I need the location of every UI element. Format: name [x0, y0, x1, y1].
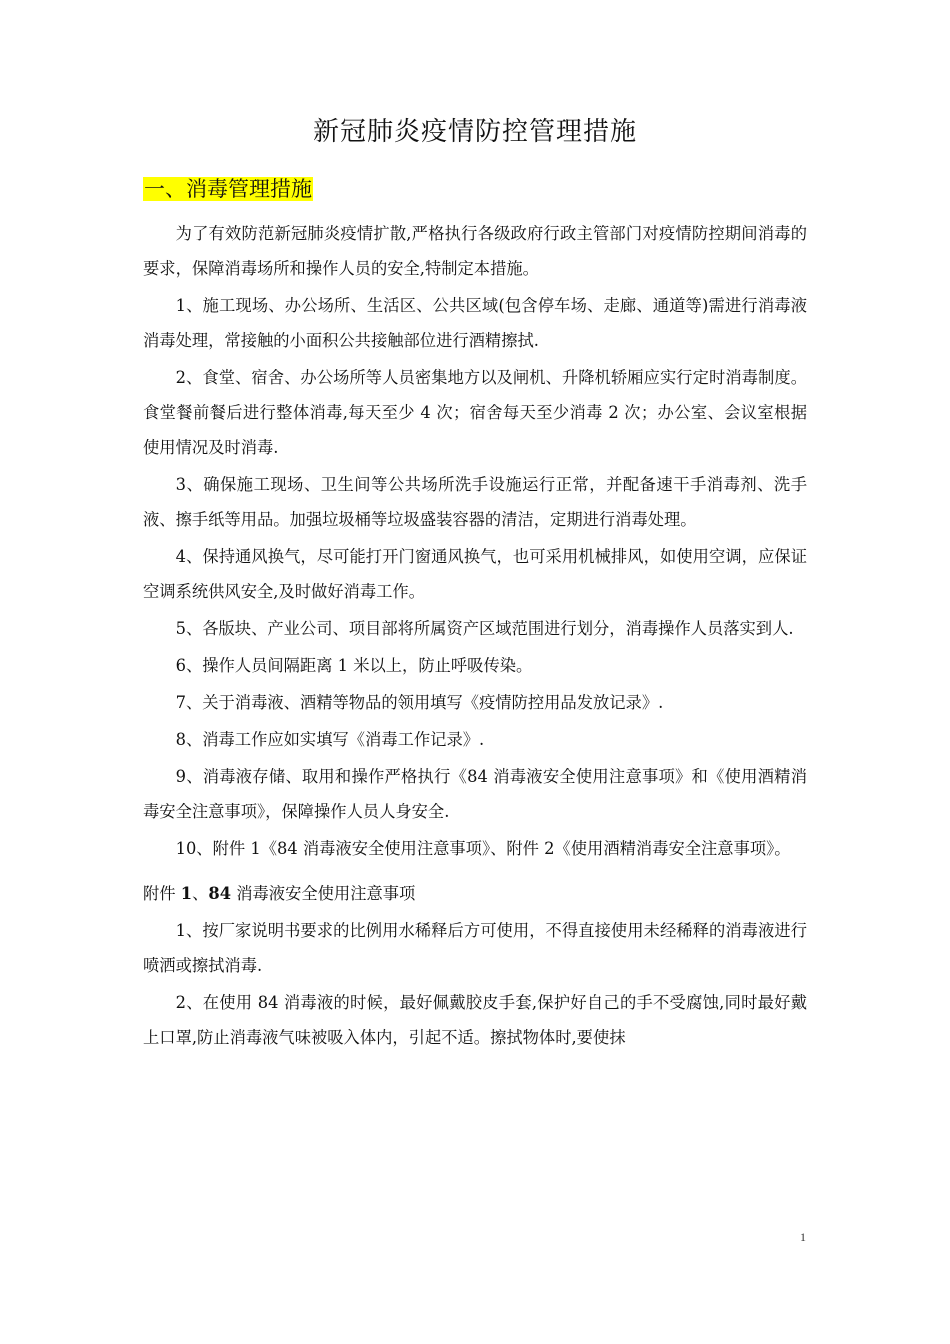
- measure-paragraph-10: 10、附件 1《84 消毒液安全使用注意事项》、附件 2《使用酒精消毒安全注意事项》。: [175, 839, 791, 858]
- section-heading: [143, 173, 313, 205]
- measure-paragraph-1: 1、施工现场、办公场所、生活区、公共区域(包含停车场、走廊、通道等)需进行消毒液消毒处理，常接触的小面积公共接触部位进行酒精擦拭.: [143, 296, 807, 350]
- appendix-heading: [143, 876, 807, 911]
- measure-paragraph-8: 8、消毒工作应如实填写《消毒工作记录》.: [175, 730, 485, 749]
- appendix-heading-rest: 消毒液安全使用注意事项: [231, 884, 416, 903]
- measure-paragraph-5: 5、各版块、产业公司、项目部将所属资产区域范围进行划分，消毒操作人员落实到人.: [175, 619, 794, 638]
- document-body: [143, 216, 807, 1057]
- measure-paragraph-9: 9、消毒液存储、取用和操作严格执行《84 消毒液安全使用注意事项》和《使用酒精消毒安全注意事项》，保障操作人员人身安全.: [143, 767, 807, 821]
- appendix-paragraph-1: 1、按厂家说明书要求的比例用水稀释后方可使用，不得直接使用未经稀释的消毒液进行喷洒或擦拭消毒.: [143, 921, 807, 975]
- intro-paragraph: 为了有效防范新冠肺炎疫情扩散,严格执行各级政府行政主管部门对疫情防控期间消毒的要求，保障消毒场所和操作人员的安全,特制定本措施。: [143, 224, 807, 278]
- appendix-heading-84: 84: [208, 884, 232, 903]
- measure-paragraph-4: 4、保持通风换气，尽可能打开门窗通风换气，也可采用机械排风，如使用空调，应保证空调系统供风安全,及时做好消毒工作。: [143, 547, 807, 601]
- appendix-heading-prefix: 附件: [143, 884, 181, 903]
- measure-paragraph-2: 2、食堂、宿舍、办公场所等人员密集地方以及闸机、升降机轿厢应实行定时消毒制度。食堂餐前餐后进行整体消毒,每天至少 4 次；宿舍每天至少消毒 2 次；办公室、会议室根据使用情况及时消毒.: [143, 368, 807, 457]
- highlighted-heading-text: 一、消毒管理措施: [144, 177, 312, 201]
- page-number: 1: [800, 1230, 806, 1244]
- appendix-paragraph-2: 2、在使用 84 消毒液的时候，最好佩戴胶皮手套,保护好自己的手不受腐蚀,同时最好戴上口罩,防止消毒液气味被吸入体内，引起不适。擦拭物体时,要使抹: [143, 993, 807, 1047]
- measure-paragraph-7: 7、关于消毒液、酒精等物品的领用填写《疫情防控用品发放记录》.: [175, 693, 664, 712]
- document-title: 新冠肺炎疫情防控管理措施: [312, 117, 637, 147]
- appendix-heading-number: 1: [180, 884, 193, 903]
- measure-paragraph-3: 3、确保施工现场、卫生间等公共场所洗手设施运行正常，并配备速干手消毒剂、洗手液、擦手纸等用品。加强垃圾桶等垃圾盛装容器的清洁，定期进行消毒处理。: [143, 475, 807, 529]
- measure-paragraph-6: 6、操作人员间隔距离 1 米以上，防止呼吸传染。: [175, 656, 533, 675]
- appendix-heading-separator: 、: [192, 884, 209, 903]
